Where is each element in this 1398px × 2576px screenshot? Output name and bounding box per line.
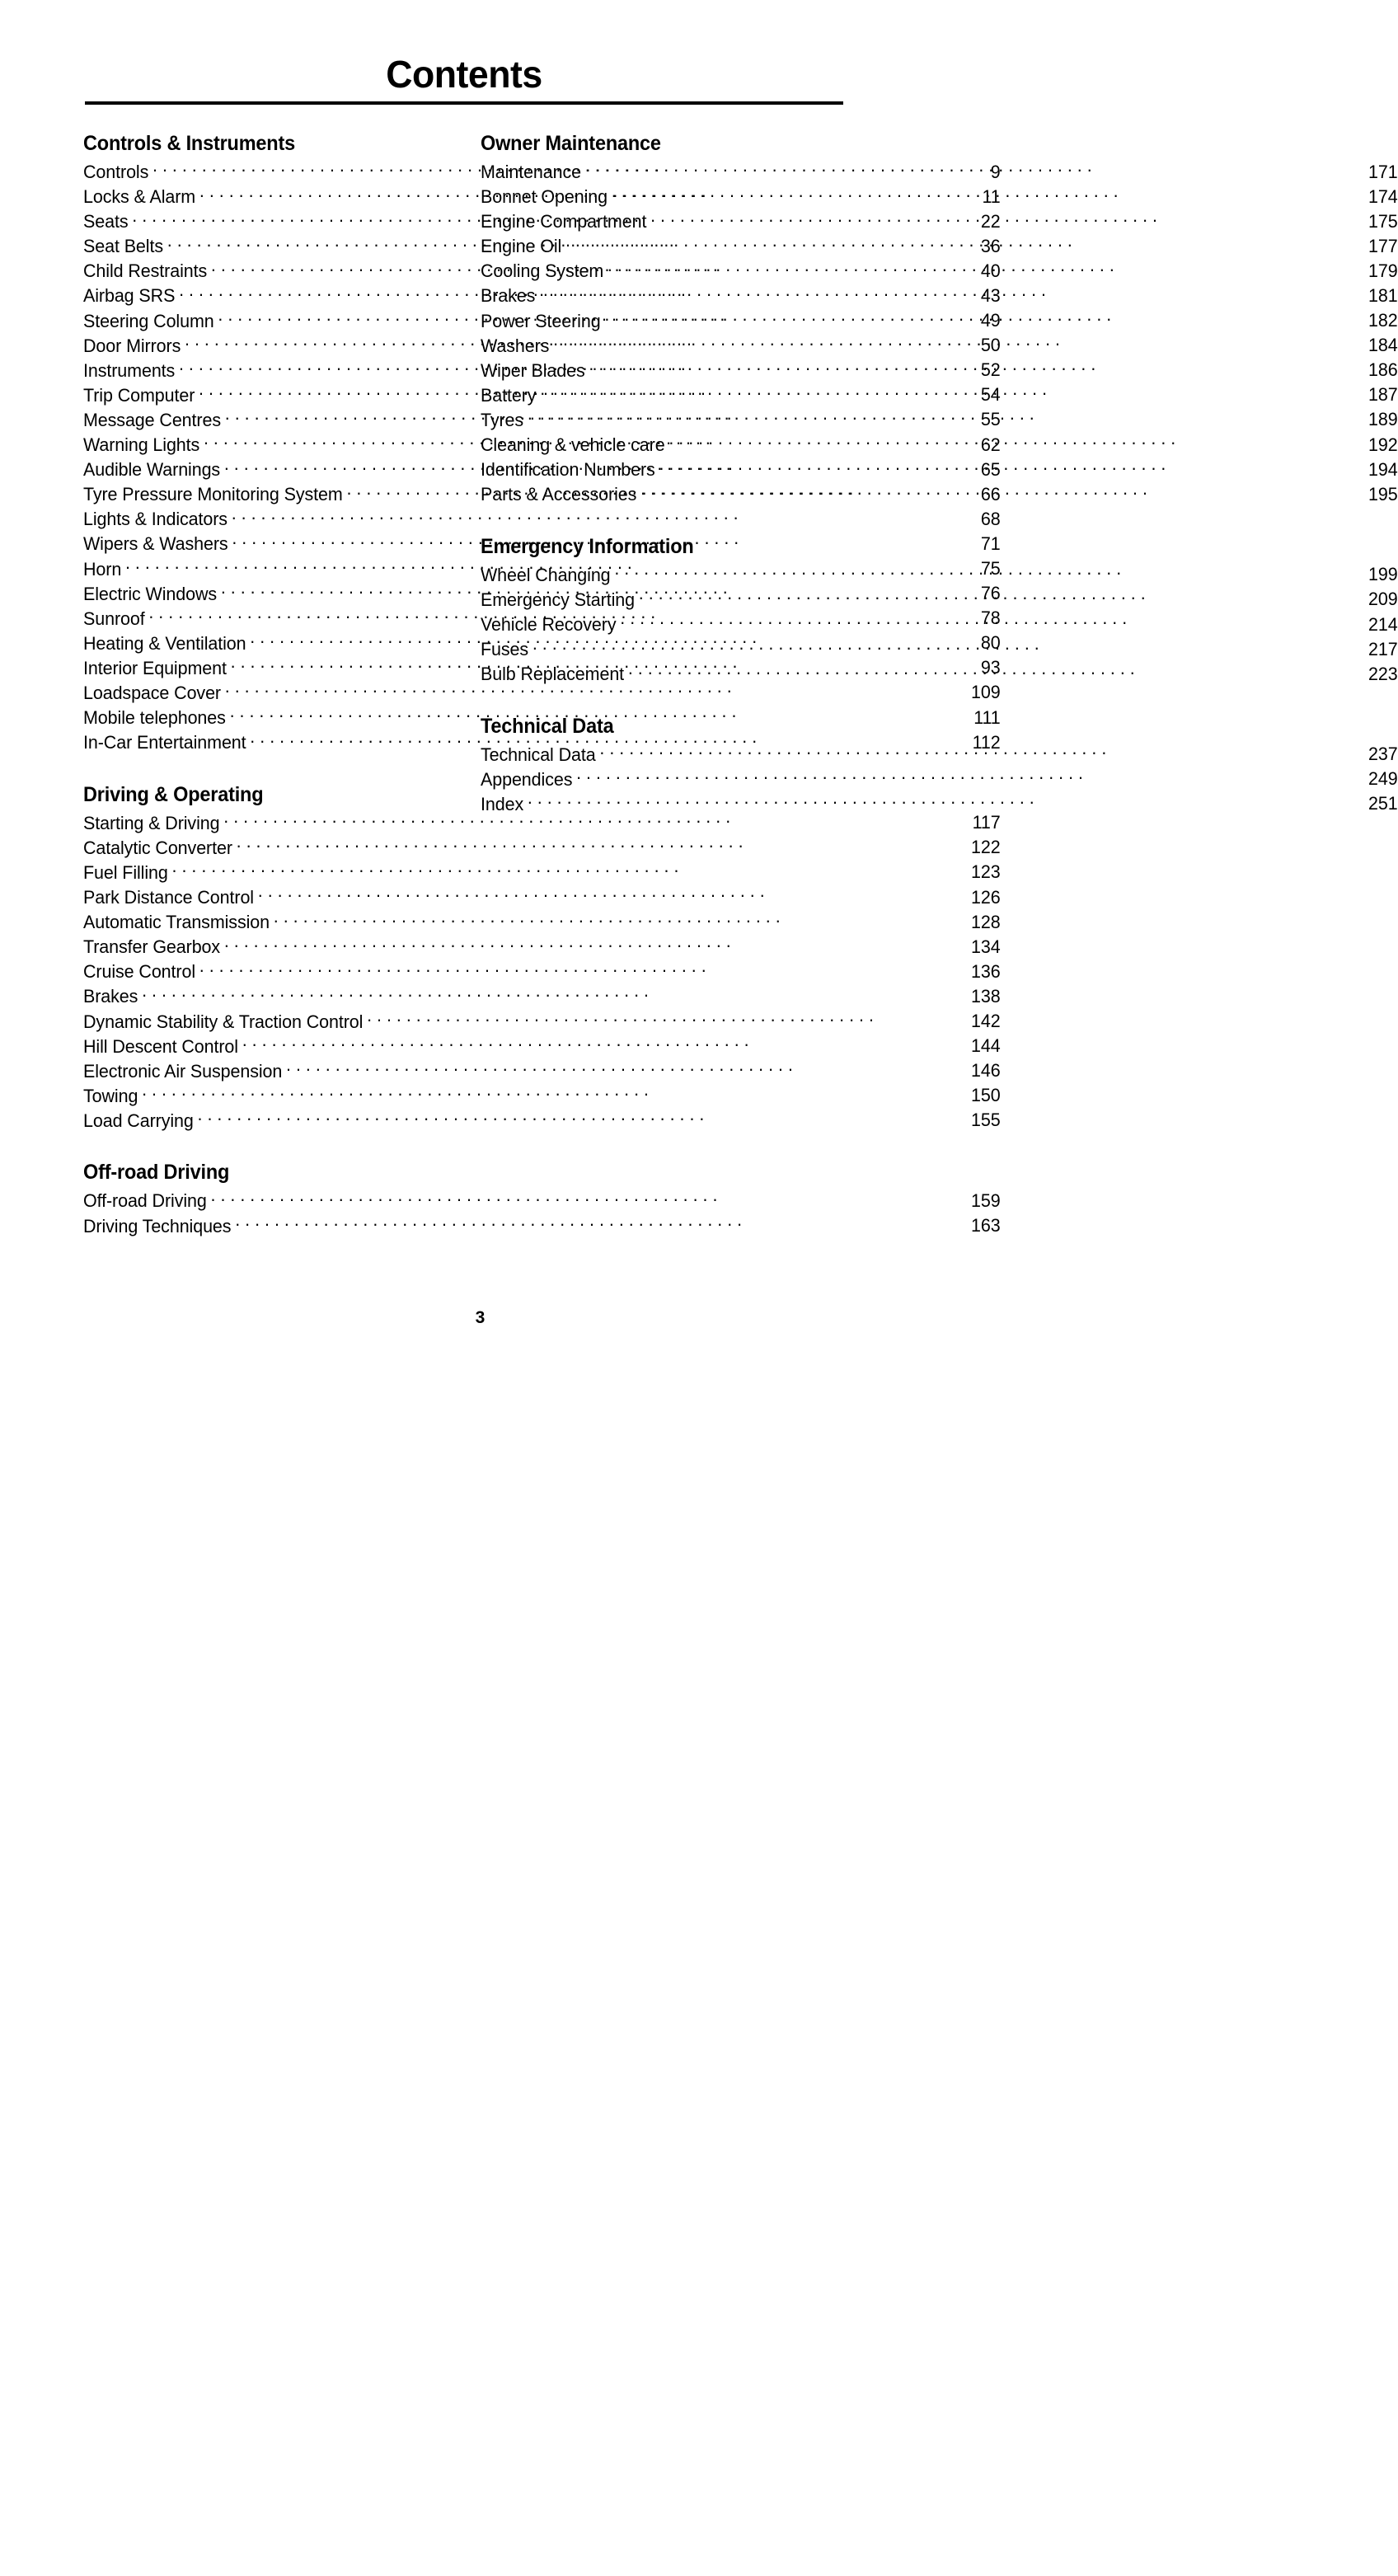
toc-entry-page-number: 36 — [980, 235, 1001, 256]
toc-entry-label: Locks & Alarm — [83, 186, 196, 208]
toc-entry-label: Brakes — [83, 986, 138, 1007]
section-heading: Driving & Operating — [83, 782, 264, 806]
toc-entry-label: Battery — [481, 384, 537, 406]
toc-entry-label: Steering Column — [83, 310, 214, 331]
toc-entry-page-number: 9 — [990, 161, 1001, 182]
toc-entry-page-number: 171 — [1368, 161, 1398, 182]
toc-entry-page-number: 49 — [980, 310, 1001, 331]
toc-entry-page-number: 11 — [982, 185, 1001, 207]
toc-entry-label: Sunroof — [83, 608, 145, 629]
toc-entry-page-number: 71 — [980, 533, 1001, 554]
toc-entry-label: Tyre Pressure Monitoring System — [83, 484, 343, 505]
toc-entry-page-number: 126 — [971, 886, 1001, 908]
toc-entry-page-number: 249 — [1368, 768, 1398, 790]
toc-entry-page-number: 50 — [980, 335, 1001, 356]
toc-entry-page-number: 66 — [980, 483, 1001, 504]
toc-entry-page-number: 194 — [1368, 458, 1398, 480]
toc-entry-page-number: 251 — [1368, 793, 1398, 814]
page-title: Contents — [386, 53, 542, 96]
toc-entry-label: Tyres — [481, 409, 524, 430]
toc-entry-page-number: 189 — [1368, 409, 1398, 430]
toc-entry-label: In-Car Entertainment — [83, 732, 246, 753]
toc-entry-label: Catalytic Converter — [83, 837, 232, 858]
toc-entry-label: Identification Numbers — [481, 459, 655, 481]
toc-entry-page-number: 55 — [980, 409, 1001, 430]
toc-entry-label: Message Centres — [83, 409, 221, 430]
toc-entry-page-number: 192 — [1368, 434, 1398, 455]
toc-entry-page-number: 128 — [971, 911, 1001, 932]
toc-entry-label: Power Steering — [481, 310, 601, 331]
section-heading: Owner Maintenance — [481, 132, 661, 155]
toc-entry-page-number: 117 — [972, 812, 1001, 833]
toc-entry-label: Cleaning & vehicle care — [481, 434, 665, 456]
toc-entry-label: Instruments — [83, 359, 176, 381]
toc-entry[interactable] — [83, 1213, 1001, 1238]
toc-entry-label: Transfer Gearbox — [83, 936, 221, 958]
toc-entry-label: Park Distance Control — [83, 887, 254, 908]
toc-entry-label: Trip Computer — [83, 384, 195, 406]
toc-entry-label: Washers — [481, 335, 550, 356]
toc-entry-page-number: 78 — [980, 608, 1001, 629]
toc-entry-page-number: 181 — [1368, 284, 1398, 306]
toc-entry-label: Electronic Air Suspension — [83, 1060, 283, 1082]
toc-entry-label: Appendices — [481, 768, 573, 790]
toc-entry-page-number: 146 — [971, 1060, 1001, 1082]
toc-entry-label: Index — [481, 793, 524, 814]
toc-entry-page-number: 186 — [1368, 359, 1398, 381]
toc-entry-page-number: 75 — [980, 558, 1001, 579]
toc-entry[interactable] — [83, 1108, 1001, 1133]
page-number-footer: 3 — [475, 1308, 486, 1327]
toc-entry-label: Horn — [83, 558, 122, 579]
toc-entry-page-number: 144 — [971, 1035, 1001, 1057]
toc-entry-label: Electric Windows — [83, 583, 218, 604]
toc-entry-page-number: 155 — [971, 1110, 1001, 1131]
toc-entry-page-number: 80 — [980, 632, 1001, 654]
section-heading: Controls & Instruments — [83, 132, 296, 155]
toc-entry-page-number: 209 — [1368, 589, 1398, 610]
toc-entry-label: Emergency Starting — [481, 589, 635, 610]
title-block — [85, 54, 843, 105]
section-heading: Off-road Driving — [83, 1161, 230, 1185]
toc-entry-page-number: 68 — [980, 508, 1001, 529]
toc-entry-page-number: 142 — [971, 1011, 1001, 1031]
toc-entry-label: Wipers & Washers — [83, 533, 228, 555]
toc-entry-page-number: 199 — [1368, 564, 1398, 585]
toc-entry-page-number: 217 — [1368, 638, 1398, 659]
toc-entry-page-number: 223 — [1368, 663, 1398, 684]
toc-entry-label: Heating & Ventilation — [83, 632, 246, 654]
toc-entry-label: Load Carrying — [83, 1110, 194, 1131]
toc-entry-label: Child Restraints — [83, 260, 208, 282]
toc-entry-label: Door Mirrors — [83, 335, 181, 356]
toc-entry-label: Engine Compartment — [481, 211, 647, 232]
toc-entry-label: Loadspace Cover — [83, 682, 222, 703]
toc-entry-label: Starting & Driving — [83, 812, 220, 833]
toc-entry-label: Mobile telephones — [83, 707, 226, 729]
toc-entry-page-number: 195 — [1368, 483, 1398, 504]
toc-entry-label: Lights & Indicators — [83, 509, 228, 530]
toc-entry-page-number: 65 — [980, 458, 1001, 480]
section-heading: Technical Data — [481, 714, 614, 738]
toc-entry-label: Driving Techniques — [83, 1215, 232, 1236]
toc-entry-page-number: 175 — [1368, 210, 1398, 232]
toc-entry-page-number: 52 — [980, 359, 1001, 381]
toc-entry-label: Towing — [83, 1085, 138, 1106]
toc-entry-page-number: 150 — [971, 1085, 1001, 1106]
contents-columns — [0, 132, 1398, 1238]
toc-entry-label: Seats — [83, 211, 129, 232]
toc-entry-label: Bulb Replacement — [481, 664, 625, 685]
toc-entry-label: Controls — [83, 162, 149, 182]
toc-entry-label: Dynamic Stability & Traction Control — [83, 1011, 364, 1032]
toc-entry-page-number: 177 — [1368, 235, 1398, 256]
toc-entry-label: Automatic Transmission — [83, 912, 270, 933]
toc-entry-page-number: 159 — [971, 1189, 1001, 1211]
toc-entry-label: Seat Belts — [83, 236, 163, 257]
toc-entry-label: Engine Oil — [481, 236, 562, 257]
toc-entry-label: Brakes — [481, 285, 536, 307]
toc-entry-page-number: 237 — [1368, 744, 1398, 765]
toc-entry-page-number: 179 — [1368, 260, 1398, 281]
toc-entry-page-number: 22 — [980, 210, 1001, 232]
toc-section — [83, 1161, 1001, 1238]
toc-entry-label: Fuel Filling — [83, 861, 168, 883]
toc-entry-page-number: 134 — [971, 936, 1001, 957]
toc-entry-page-number: 76 — [980, 583, 1001, 604]
toc-entry-label: Bonnet Opening — [481, 186, 608, 208]
toc-entry-label: Audible Warnings — [83, 459, 221, 481]
toc-entry-label: Wheel Changing — [481, 564, 611, 585]
toc-entry-page-number: 138 — [971, 985, 1001, 1006]
toc-entry-label: Interior Equipment — [83, 657, 227, 678]
toc-entry-label: Hill Descent Control — [83, 1035, 238, 1057]
toc-entry-label: Vehicle Recovery — [481, 614, 617, 635]
toc-entry-page-number: 123 — [971, 861, 1001, 883]
toc-entry-page-number: 62 — [980, 434, 1001, 455]
toc-entry-page-number: 40 — [980, 260, 1001, 281]
toc-entry-page-number: 43 — [980, 284, 1001, 306]
toc-entry-page-number: 112 — [972, 731, 1001, 753]
toc-entry-page-number: 54 — [980, 384, 1001, 406]
toc-entry-page-number: 187 — [1368, 384, 1398, 406]
toc-entry-page-number: 111 — [973, 706, 1001, 728]
toc-entry-page-number: 214 — [1368, 613, 1398, 635]
toc-entry-page-number: 174 — [1368, 185, 1398, 207]
toc-entry-page-number: 182 — [1368, 310, 1398, 331]
toc-entry-label: Airbag SRS — [83, 285, 176, 307]
toc-entry-label: Parts & Accessories — [481, 484, 637, 505]
toc-entry-label: Maintenance — [481, 162, 582, 182]
title-divider — [85, 101, 843, 105]
toc-entry-page-number: 136 — [971, 960, 1001, 982]
toc-entry-label: Off-road Driving — [83, 1190, 207, 1212]
toc-entry-label: Warning Lights — [83, 434, 200, 456]
toc-entry-label: Wiper Blades — [481, 359, 585, 381]
toc-entry[interactable] — [481, 791, 1398, 816]
toc-entry-page-number: 184 — [1368, 335, 1398, 356]
toc-entry-label: Cooling System — [481, 260, 604, 282]
toc-entry-page-number: 109 — [971, 682, 1001, 703]
toc-entry-page-number: 93 — [980, 657, 1001, 678]
toc-entry-label: Fuses — [481, 639, 529, 660]
toc-entry-label: Technical Data — [481, 744, 596, 765]
toc-entry-page-number: 163 — [971, 1215, 1001, 1236]
toc-entry-page-number: 122 — [971, 837, 1001, 858]
toc-entry-label: Cruise Control — [83, 961, 195, 983]
section-heading: Emergency Information — [481, 534, 694, 558]
